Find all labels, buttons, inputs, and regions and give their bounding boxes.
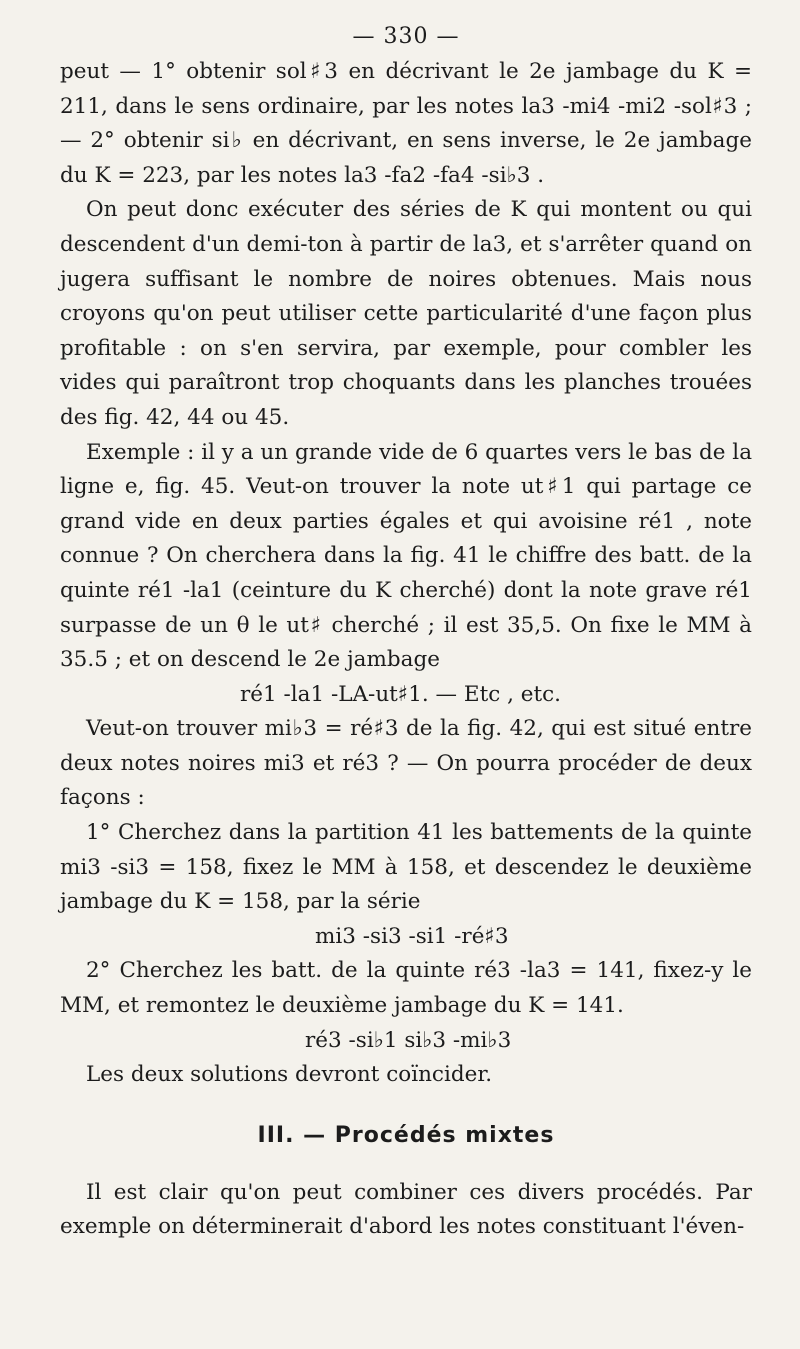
paragraph-2: On peut donc exécuter des séries de K qui montent ou qui descendent d'un demi-ton à partir de la3, et s'arrêter quand on jugera suffisant le nombre de noires obtenues. Mais nous croyons qu'on peut utiliser cette particularité d'une façon plus profitable : on s'en servira, par exemple, pour combler les vides qui paraîtront trop choquants dans les planches trouées des fig. 42, 44 ou 45. [60, 197, 752, 430]
formula-1: ré1 -la1 -LA-ut♯1. — Etc , etc. [240, 681, 562, 707]
page-number: — 330 — [352, 24, 460, 49]
closing-paragraph: Il est clair qu'on peut combiner ces divers procédés. Par exemple on déterminerait d'abord les notes constituant l'éven- [60, 1179, 752, 1240]
section-heading: III. — Procédés mixtes [257, 1122, 555, 1148]
paragraph-6: 2° Cherchez les batt. de la quinte ré3 -la3 = 141, fixez-y le MM, et remontez le deuxième jambage du K = 141. [60, 958, 752, 1019]
paragraph-5: 1° Cherchez dans la partition 41 les battements de la quinte mi3 -si3 = 158, fixez le MM à 158, et descendez le deuxième jambage du K = 158, par la série [60, 820, 752, 915]
formula-3: ré3 -si♭1 si♭3 -mi♭3 [305, 1027, 512, 1053]
paragraph-3: Exemple : il y a un grande vide de 6 quartes vers le bas de la ligne e, fig. 45. Veut-on trouver la note ut♯1 qui partage ce grand vide en deux parties égales et qui avoisine ré1 , note connue ? On cherchera dans la fig. 41 le chiffre des batt. de la quinte ré1 -la1 (ceinture du K cherché) dont la note grave ré1 surpasse de un θ le ut♯ cherché ; il est 35,5. On fixe le MM à 35.5 ; et on descend le 2e jambage [60, 439, 753, 673]
formula-2: mi3 -si3 -si1 -ré♯3 [315, 923, 509, 949]
paragraph-1: peut — 1° obtenir sol♯3 en décrivant le 2e jambage du K = 211, dans le sens ordinaire, par les notes la3 -mi4 -mi2 -sol♯3 ; — 2° obtenir si♭ en décrivant, en sens inverse, le 2e jambage du K = 223, par les notes la3 -fa2 -fa4 -si♭3 . [60, 59, 752, 188]
paragraph-4: Veut-on trouver mi♭3 = ré♯3 de la fig. 42, qui est situé entre deux notes noires mi3 et ré3 ? — On pourra procéder de deux façons : [60, 716, 752, 811]
paragraph-7: Les deux solutions devront coïncider. [86, 1062, 493, 1088]
